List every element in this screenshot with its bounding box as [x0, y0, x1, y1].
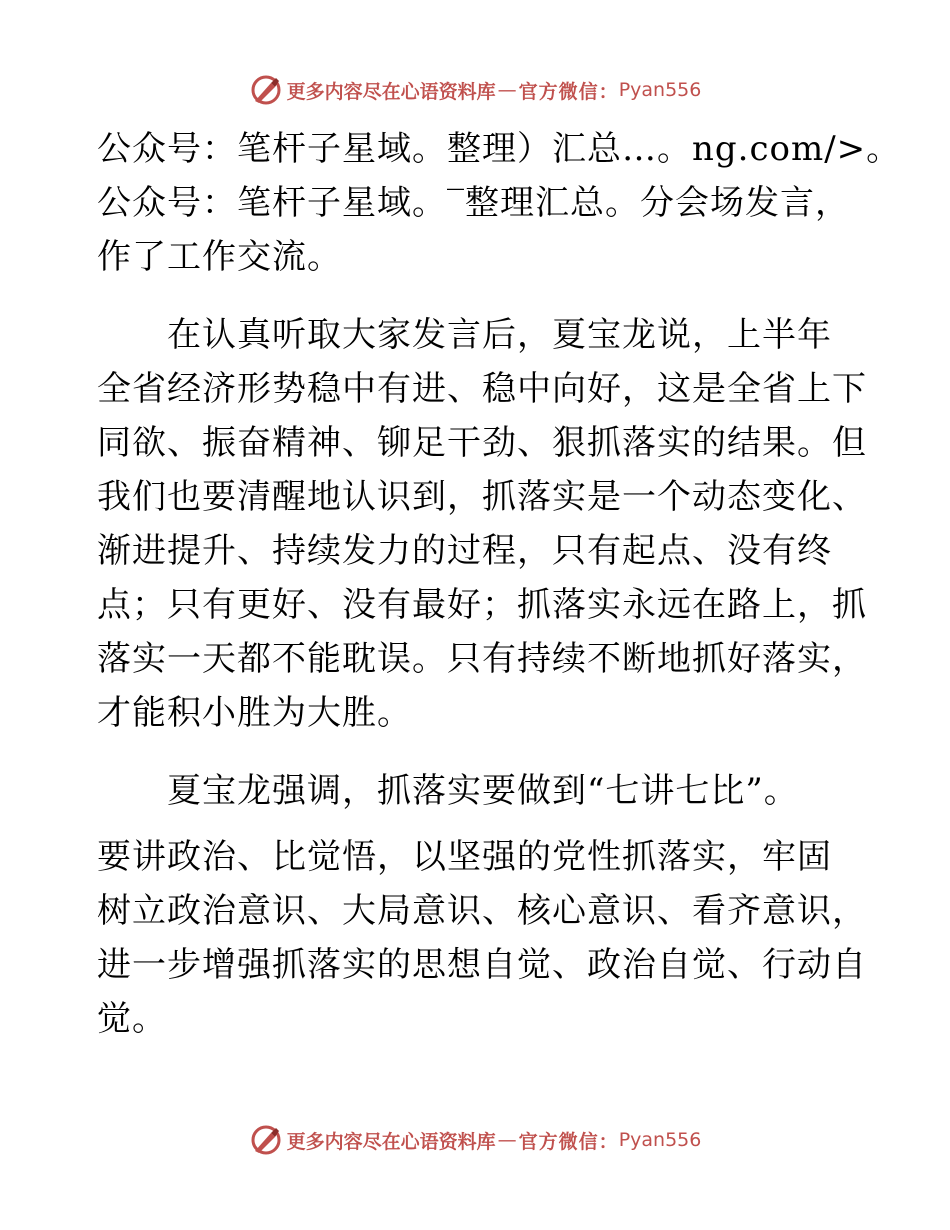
banner-wechat-id: Pyan556	[618, 1129, 702, 1151]
pen-logo-icon	[249, 1123, 283, 1157]
paragraph-4	[97, 830, 867, 1046]
text-line: 全省经济形势稳中有进、稳中向好，这是全省上下	[97, 369, 867, 409]
text-line: 要讲政治、比觉悟，以坚强的党性抓落实，牢固	[97, 837, 832, 877]
banner-dash: —	[497, 1129, 517, 1151]
document-body	[97, 122, 902, 1046]
text-line: 作了工作交流。	[97, 237, 342, 277]
pen-logo-icon	[249, 73, 283, 107]
text-line: 觉。	[97, 999, 167, 1039]
text-line: 公众号：笔杆子星域。‾整理汇总。分会场发言，	[97, 183, 850, 223]
header-watermark-banner	[0, 70, 950, 110]
text-line: 同欲、振奋精神、铆足干劲、狠抓落实的结果。但	[97, 423, 867, 463]
banner-wechat-id: Pyan556	[618, 79, 702, 101]
text-line: 落实一天都不能耽误。只有持续不断地抓好落实，	[97, 639, 867, 679]
text-line: 在认真听取大家发言后，夏宝龙说，上半年	[97, 315, 832, 355]
footer-watermark-banner	[0, 1120, 950, 1160]
text-line: 公众号：笔杆子星域。整理）汇总…。ng.com/>。	[97, 129, 902, 169]
text-line: 夏宝龙强调，抓落实要做到“七讲七比”。	[97, 771, 799, 811]
banner-wechat-label: 官方微信：	[518, 1130, 619, 1153]
text-line: 我们也要清醒地认识到，抓落实是一个动态变化、	[97, 477, 867, 517]
banner-slogan: 更多内容尽在心语资料库	[286, 80, 496, 103]
paragraph-2	[97, 308, 867, 740]
text-line: 点；只有更好、没有最好；抓落实永远在路上，抓	[97, 585, 867, 625]
text-line: 进一步增强抓落实的思想自觉、政治自觉、行动自	[97, 945, 867, 985]
banner-dash: —	[497, 79, 517, 101]
paragraph-1	[97, 122, 902, 284]
banner-wechat-label: 官方微信：	[518, 80, 619, 103]
text-line: 树立政治意识、大局意识、核心意识、看齐意识，	[97, 891, 867, 931]
text-line: 才能积小胜为大胜。	[97, 693, 412, 733]
banner-slogan: 更多内容尽在心语资料库	[286, 1130, 496, 1153]
text-line: 渐进提升、持续发力的过程，只有起点、没有终	[97, 531, 832, 571]
paragraph-3	[97, 764, 857, 818]
